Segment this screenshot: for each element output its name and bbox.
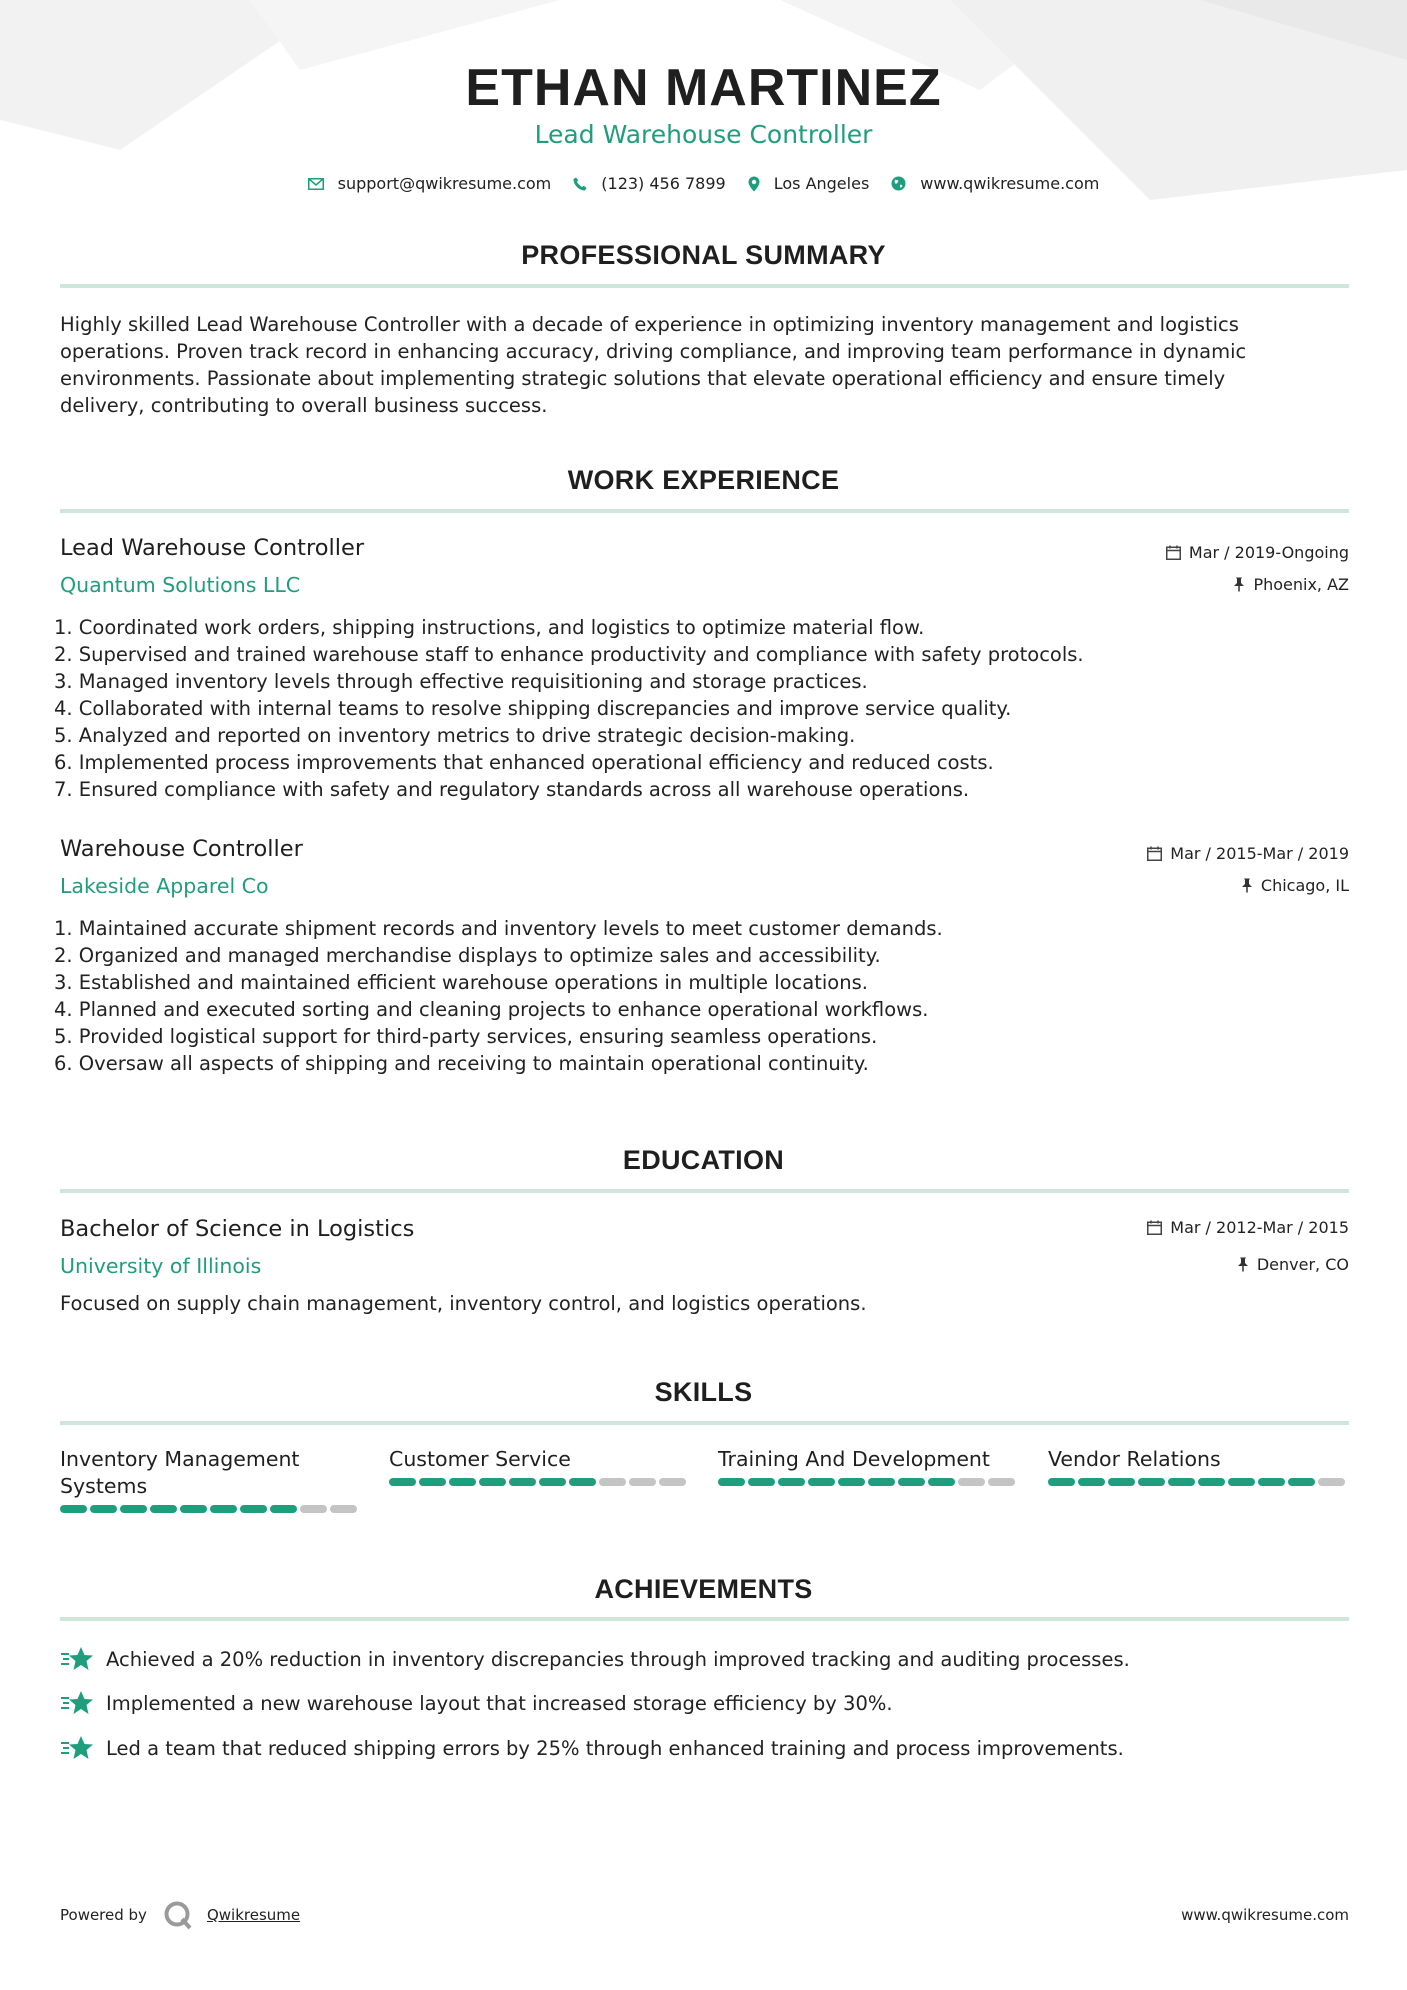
skill-segment-filled — [270, 1505, 297, 1513]
achievement-text: Achieved a 20% reduction in inventory discrepancies through improved tracking and auditing processes. — [106, 1647, 1130, 1671]
education-dates-text: Mar / 2012-Mar / 2015 — [1170, 1218, 1349, 1237]
skill-segment-filled — [718, 1478, 745, 1486]
job-title: Lead Warehouse Controller — [60, 535, 365, 561]
map-pin-icon — [748, 176, 760, 192]
skills-divider — [60, 1421, 1349, 1425]
education-dates — [1147, 1218, 1349, 1237]
education-location — [1237, 1255, 1349, 1274]
achievement-item — [60, 1734, 1124, 1762]
skill-segment-filled — [210, 1505, 237, 1513]
skill-name — [1048, 1446, 1348, 1473]
skill-item — [718, 1446, 1018, 1486]
phone-icon — [573, 177, 587, 191]
skill-segment-empty — [599, 1478, 626, 1486]
skill-segment-filled — [120, 1505, 147, 1513]
summary-line: Highly skilled Lead Warehouse Controller with a decade of experience in optimizing inventory management and logistics — [60, 313, 1239, 336]
skill-name — [718, 1446, 1018, 1473]
job-bullet: 3. Managed inventory levels through effective requisitioning and storage practices. — [54, 670, 868, 693]
skill-item — [1048, 1446, 1348, 1486]
job-location-text: Chicago, IL — [1260, 876, 1349, 895]
education-degree: Bachelor of Science in Logistics — [60, 1216, 415, 1242]
star-trophy-icon — [60, 1734, 94, 1762]
job-bullet: 4. Planned and executed sorting and cleaning projects to enhance operational workflows. — [54, 998, 929, 1021]
pushpin-icon — [1241, 878, 1253, 893]
achievement-item — [60, 1645, 1130, 1673]
calendar-icon — [1166, 545, 1181, 560]
job-bullets — [54, 915, 943, 1077]
skill-segment-filled — [748, 1478, 775, 1486]
job-bullet: 2. Supervised and trained warehouse staff to enhance productivity and compliance with safety protocols. — [54, 643, 1084, 666]
phone-text: (123) 456 7899 — [601, 174, 726, 193]
skill-segment-filled — [1108, 1478, 1135, 1486]
skill-segment-filled — [180, 1505, 207, 1513]
star-trophy-icon — [60, 1645, 94, 1673]
skill-segment-empty — [1318, 1478, 1345, 1486]
job-company: Quantum Solutions LLC — [60, 573, 301, 597]
footer-website[interactable]: www.qwikresume.com — [1181, 1906, 1349, 1924]
experience-heading: WORK EXPERIENCE — [567, 465, 840, 495]
summary-heading: PROFESSIONAL SUMMARY — [521, 240, 886, 270]
skill-level-bar — [60, 1505, 360, 1513]
skill-level-bar — [1048, 1478, 1348, 1486]
skill-name-line: Training And Development — [718, 1447, 990, 1471]
skill-segment-empty — [629, 1478, 656, 1486]
summary-line: delivery, contributing to overall business success. — [60, 394, 548, 417]
skill-segment-filled — [569, 1478, 596, 1486]
job-dates-text: Mar / 2015-Mar / 2019 — [1170, 844, 1349, 863]
skill-segment-filled — [60, 1505, 87, 1513]
achievement-item — [60, 1689, 893, 1717]
achievement-text: Implemented a new warehouse layout that increased storage efficiency by 30%. — [106, 1691, 893, 1715]
skill-segment-filled — [479, 1478, 506, 1486]
skill-level-bar — [718, 1478, 1018, 1486]
skill-segment-empty — [958, 1478, 985, 1486]
skill-segment-empty — [300, 1505, 327, 1513]
job-dates — [1166, 543, 1349, 562]
summary-line: operations. Proven track record in enhancing accuracy, driving compliance, and improving team performance in dynamic — [60, 340, 1247, 363]
education-description: Focused on supply chain management, inventory control, and logistics operations. — [60, 1292, 867, 1315]
website-text: www.qwikresume.com — [920, 174, 1100, 193]
location-text: Los Angeles — [773, 174, 870, 193]
footer-powered-by — [60, 1900, 300, 1930]
contact-phone[interactable] — [573, 174, 725, 193]
skill-segment-empty — [988, 1478, 1015, 1486]
job-bullet: 5. Analyzed and reported on inventory metrics to drive strategic decision-making. — [54, 724, 856, 747]
skill-segment-filled — [449, 1478, 476, 1486]
star-trophy-icon — [60, 1689, 94, 1717]
job-bullet: 5. Provided logistical support for third-party services, ensuring seamless operations. — [54, 1025, 878, 1048]
pushpin-icon — [1233, 577, 1245, 592]
job-location — [1233, 575, 1349, 594]
skill-level-bar — [389, 1478, 689, 1486]
skill-segment-filled — [928, 1478, 955, 1486]
summary-text — [60, 311, 1349, 419]
contact-bar — [0, 174, 1407, 193]
skill-segment-filled — [150, 1505, 177, 1513]
skill-segment-filled — [240, 1505, 267, 1513]
contact-email[interactable] — [308, 174, 552, 193]
job-location — [1241, 876, 1349, 895]
calendar-icon — [1147, 846, 1162, 861]
skill-segment-filled — [1168, 1478, 1195, 1486]
envelope-icon — [308, 178, 324, 190]
skill-segment-filled — [90, 1505, 117, 1513]
experience-divider — [60, 509, 1349, 513]
job-dates-text: Mar / 2019-Ongoing — [1188, 543, 1349, 562]
skill-segment-filled — [1078, 1478, 1105, 1486]
skill-segment-filled — [838, 1478, 865, 1486]
skill-segment-filled — [1228, 1478, 1255, 1486]
job-title: Warehouse Controller — [60, 836, 303, 862]
job-bullet: 1. Maintained accurate shipment records and inventory levels to meet customer demands. — [54, 917, 943, 940]
job-bullet: 6. Implemented process improvements that enhanced operational efficiency and reduced costs. — [54, 751, 994, 774]
skill-segment-filled — [1048, 1478, 1075, 1486]
skill-segment-filled — [1258, 1478, 1285, 1486]
contact-website[interactable] — [891, 174, 1099, 193]
job-bullet: 6. Oversaw all aspects of shipping and receiving to maintain operational continuity. — [54, 1052, 869, 1075]
job-dates — [1147, 844, 1349, 863]
achievement-text: Led a team that reduced shipping errors by 25% through enhanced training and process improvements. — [106, 1736, 1124, 1760]
skill-segment-filled — [1138, 1478, 1165, 1486]
job-bullet: 7. Ensured compliance with safety and regulatory standards across all warehouse operations. — [54, 778, 970, 801]
achievements-divider — [60, 1617, 1349, 1621]
skill-name-line: Vendor Relations — [1048, 1447, 1221, 1471]
pushpin-icon — [1237, 1257, 1249, 1272]
skill-segment-filled — [1198, 1478, 1225, 1486]
education-school: University of Illinois — [60, 1254, 262, 1278]
skill-segment-filled — [778, 1478, 805, 1486]
job-bullet: 1. Coordinated work orders, shipping instructions, and logistics to optimize material flow. — [54, 616, 925, 639]
skill-name-line: Systems — [60, 1474, 148, 1498]
skills-heading: SKILLS — [654, 1377, 753, 1407]
summary-divider — [60, 284, 1349, 288]
skill-segment-filled — [389, 1478, 416, 1486]
candidate-name: ETHAN MARTINEZ — [465, 59, 942, 117]
education-heading: EDUCATION — [622, 1145, 785, 1175]
job-company: Lakeside Apparel Co — [60, 874, 269, 898]
summary-line: environments. Passionate about implementing strategic solutions that elevate operational efficiency and ensure timely — [60, 367, 1226, 390]
candidate-title: Lead Warehouse Controller — [534, 120, 873, 149]
powered-by-label: Powered by — [60, 1906, 147, 1924]
skill-name-line: Inventory Management — [60, 1447, 300, 1471]
skill-segment-filled — [539, 1478, 566, 1486]
qwikresume-link[interactable]: Qwikresume — [206, 1906, 301, 1924]
skill-segment-empty — [330, 1505, 357, 1513]
skill-name-line: Customer Service — [389, 1447, 571, 1471]
qwikresume-logo-icon — [163, 1900, 193, 1930]
achievements-heading: ACHIEVEMENTS — [594, 1574, 813, 1604]
calendar-icon — [1147, 1220, 1162, 1235]
skill-name — [389, 1446, 689, 1473]
job-bullet: 3. Established and maintained efficient warehouse operations in multiple locations. — [54, 971, 868, 994]
skill-segment-filled — [1288, 1478, 1315, 1486]
education-divider — [60, 1189, 1349, 1193]
skill-segment-empty — [659, 1478, 686, 1486]
contact-location — [748, 174, 870, 193]
skill-segment-filled — [868, 1478, 895, 1486]
skill-segment-filled — [419, 1478, 446, 1486]
skill-segment-filled — [808, 1478, 835, 1486]
skill-item — [60, 1446, 360, 1513]
skill-item — [389, 1446, 689, 1486]
job-bullet: 4. Collaborated with internal teams to resolve shipping discrepancies and improve service quality. — [54, 697, 1012, 720]
job-bullets — [54, 614, 1084, 803]
skill-segment-filled — [509, 1478, 536, 1486]
job-bullet: 2. Organized and managed merchandise displays to optimize sales and accessibility. — [54, 944, 881, 967]
email-text: support@qwikresume.com — [337, 174, 552, 193]
job-location-text: Phoenix, AZ — [1253, 575, 1349, 594]
skill-name — [60, 1446, 360, 1500]
education-location-text: Denver, CO — [1256, 1255, 1349, 1274]
skill-segment-filled — [898, 1478, 925, 1486]
globe-icon — [891, 176, 906, 191]
